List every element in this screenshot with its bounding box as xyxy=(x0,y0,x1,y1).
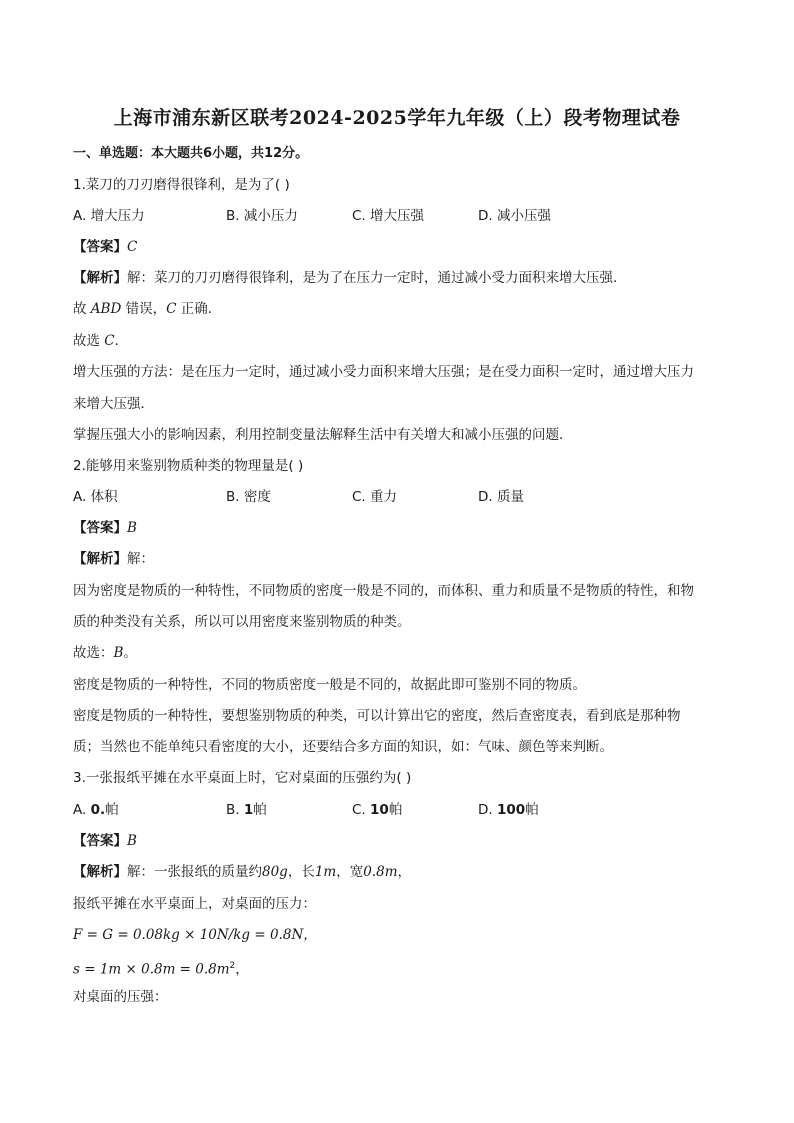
text-span: ，长 xyxy=(287,864,315,880)
answer-value: B xyxy=(127,833,137,849)
q3-equation-force: F = G = 0.08kg × 10N/kg = 0.8N， xyxy=(73,927,317,943)
analysis-tag: 【解析】 xyxy=(73,551,127,567)
option-label: A. xyxy=(73,802,91,818)
text-span: 解：一张报纸的质量约 xyxy=(127,864,262,880)
math-span: 0.8m xyxy=(363,864,398,880)
q2-analysis-line-4 xyxy=(73,644,137,662)
math-span: 80g xyxy=(262,864,288,880)
q3-option-b xyxy=(226,801,267,819)
q1-analysis-line-2 xyxy=(73,300,221,318)
q2-analysis-line-3: 质的种类没有关系，所以可以用密度来鉴别物质的种类。 xyxy=(73,614,411,630)
option-value: 100 xyxy=(496,802,526,818)
text-span: 正确． xyxy=(176,301,222,317)
q1-option-a: A. 增大压力 xyxy=(73,208,145,224)
q1-analysis-line-6: 掌握压强大小的影响因素，利用控制变量法解释生活中有关增大和减小压强的问题． xyxy=(73,427,573,443)
question-2-stem: 2.能够用来鉴别物质种类的物理量是( ) xyxy=(73,458,304,474)
q2-analysis xyxy=(73,550,154,568)
document-title: 上海市浦东新区联考2024-2025学年九年级（上）段考物理试卷 xyxy=(113,107,681,129)
option-value: 1 xyxy=(243,802,254,818)
text-span: ， xyxy=(397,864,411,880)
text-span: 故选： xyxy=(73,645,114,661)
option-label: D. xyxy=(478,802,497,818)
q2-analysis-line-7: 质；当然也不能单纯只看密度的大小，还要结合多方面的知识，如：气味、颜色等来判断。 xyxy=(73,739,613,755)
q2-analysis-line-5: 密度是物质的一种特性，不同的物质密度一般是不同的，故据此即可鉴别不同的物质。 xyxy=(73,677,586,693)
q1-option-d: D. 减小压强 xyxy=(478,208,551,224)
math-span: ABD xyxy=(90,301,122,317)
option-label: B. xyxy=(226,802,244,818)
q1-analysis-line-4: 增大压强的方法：是在压力一定时，通过减小受力面积来增大压强；是在受力面积一定时，通过增大压力 xyxy=(73,364,694,380)
q1-option-b: B. 减小压力 xyxy=(226,208,298,224)
answer-value: C xyxy=(127,239,138,255)
math-span: s = 1m × 0.8m = 0.8m xyxy=(73,961,230,978)
text-span: 。 xyxy=(123,645,137,661)
q2-option-a: A. 体积 xyxy=(73,489,118,505)
analysis-text: 解： xyxy=(127,551,154,567)
analysis-text: 解：菜刀的刀刃磨得很锋利，是为了在压力一定时，通过减小受力面积来增大压强． xyxy=(127,270,627,286)
option-value: 10 xyxy=(370,802,389,818)
q2-option-b: B. 密度 xyxy=(226,489,271,505)
answer-value: B xyxy=(127,520,137,536)
q2-analysis-line-2: 因为密度是物质的一种特性，不同物质的密度一般是不同的，而体积、重力和质量不是物质的特性，和物 xyxy=(73,583,694,599)
answer-tag: 【答案】 xyxy=(73,520,127,536)
q1-analysis-line-5: 来增大压强． xyxy=(73,396,154,412)
math-span: C xyxy=(166,301,177,317)
q2-answer xyxy=(73,519,137,537)
q1-analysis-line-3 xyxy=(73,332,128,350)
answer-tag: 【答案】 xyxy=(73,833,127,849)
option-label: C. xyxy=(352,802,371,818)
q3-option-a xyxy=(73,801,119,819)
text-span: ． xyxy=(114,333,129,349)
option-value: 0. xyxy=(90,802,106,818)
q2-analysis-line-6: 密度是物质的一种特性，要想鉴别物质的种类，可以计算出它的密度，然后查密度表，看到底是那种物 xyxy=(73,708,681,724)
question-1-stem: 1.菜刀的刀刃磨得很锋利，是为了( ) xyxy=(73,177,290,193)
q2-option-c: C. 重力 xyxy=(352,489,398,505)
answer-tag: 【答案】 xyxy=(73,239,127,255)
q2-option-d: D. 质量 xyxy=(478,489,524,505)
q3-analysis-line-5: 对桌面的压强： xyxy=(73,989,168,1005)
math-span: 1m xyxy=(314,864,337,880)
q3-option-d xyxy=(478,801,539,819)
q3-analysis xyxy=(73,863,411,881)
text-span: 错误， xyxy=(121,301,167,317)
q1-answer xyxy=(73,238,137,256)
analysis-tag: 【解析】 xyxy=(73,270,127,286)
option-unit: 帕 xyxy=(525,802,539,818)
q3-analysis-line-2: 报纸平摊在水平桌面上，对桌面的压力： xyxy=(73,896,316,912)
text-span: 故选 xyxy=(73,333,105,349)
math-span: B xyxy=(113,645,124,661)
q1-option-c: C. 增大压强 xyxy=(352,208,425,224)
analysis-tag: 【解析】 xyxy=(73,864,127,880)
math-superscript: 2 xyxy=(229,961,236,971)
math-span: C xyxy=(104,333,115,349)
option-unit: 帕 xyxy=(253,802,267,818)
q3-answer xyxy=(73,832,137,850)
section-heading: 一、单选题：本大题共6小题，共12分。 xyxy=(73,146,309,161)
option-unit: 帕 xyxy=(388,802,403,818)
text-span: 故 xyxy=(73,301,91,317)
q3-equation-area xyxy=(73,957,249,979)
q3-option-c xyxy=(352,801,402,819)
option-unit: 帕 xyxy=(105,802,119,818)
question-3-stem: 3.一张报纸平摊在水平桌面上时，它对桌面的压强约为( ) xyxy=(73,770,412,786)
q1-analysis xyxy=(73,269,627,287)
text-span: ， xyxy=(235,961,249,978)
text-span: ，宽 xyxy=(336,864,364,880)
